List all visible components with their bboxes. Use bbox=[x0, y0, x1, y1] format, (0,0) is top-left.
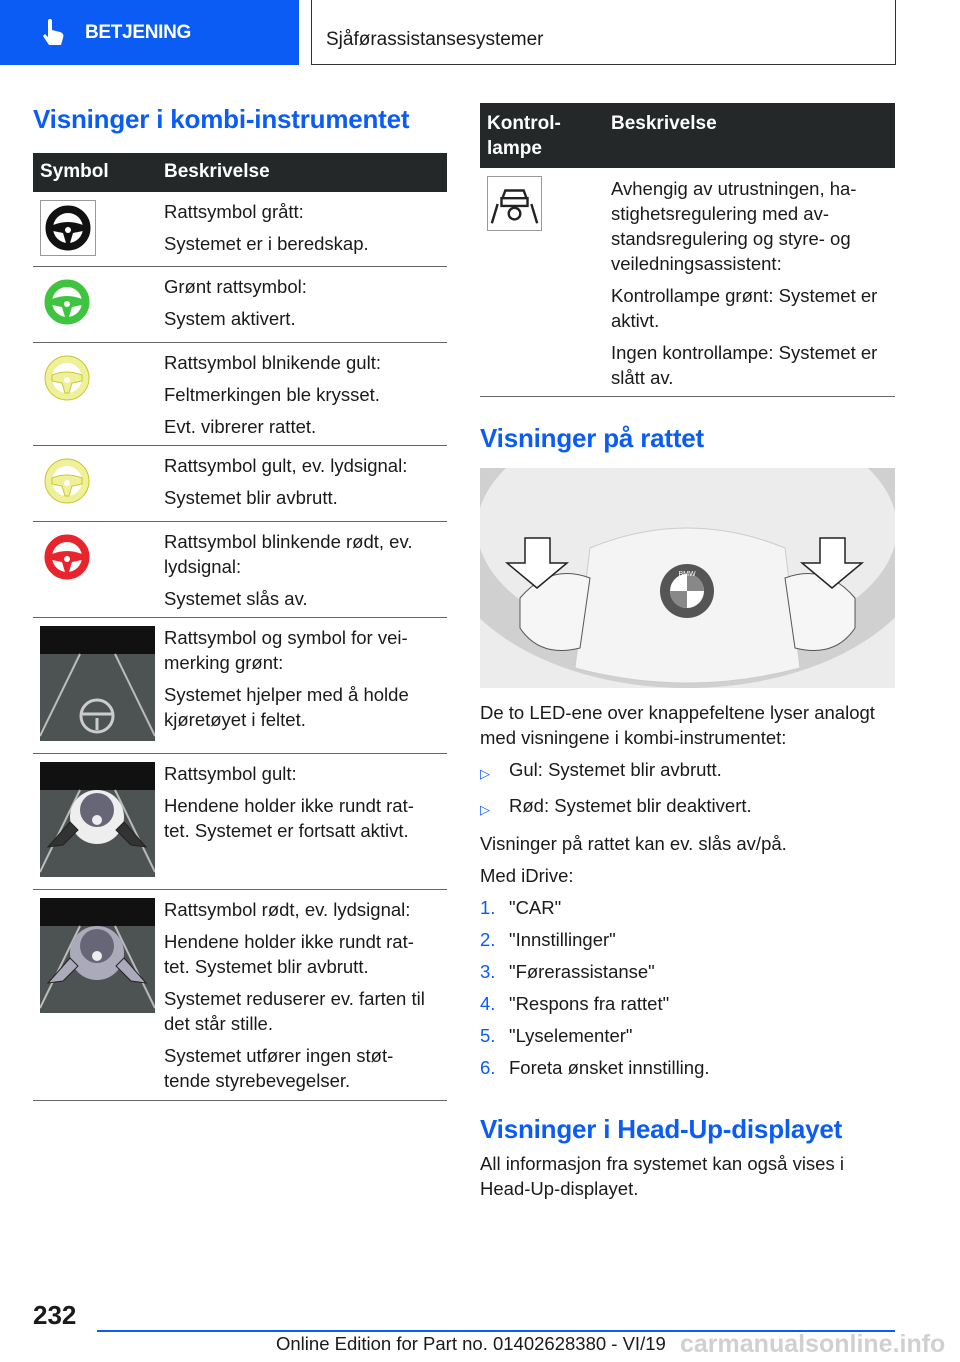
table-row bbox=[33, 618, 447, 754]
description-line: Kontrollampe grønt: Systemet er aktivt. bbox=[611, 285, 878, 331]
row-description bbox=[164, 529, 439, 618]
para-hud: All informasjon fra systemet kan også vises i Head-Up-displayet. bbox=[480, 1153, 844, 1199]
description-line: Rattsymbol rødt, ev. lydsignal: bbox=[164, 899, 411, 920]
description-line: Systemet er i beredskap. bbox=[164, 233, 369, 254]
section-title: BETJENING bbox=[85, 21, 192, 43]
step-number: 4. bbox=[480, 993, 496, 1014]
lane-steering-green-image bbox=[40, 626, 155, 746]
logo-text: BMW bbox=[678, 571, 696, 578]
table-row bbox=[33, 446, 447, 522]
step-number: 3. bbox=[480, 961, 496, 982]
triangle-bullet-icon: ▷ bbox=[480, 802, 490, 817]
step-number: 5. bbox=[480, 1025, 496, 1046]
description-line: Avhengig av utrustningen, ha-stighetsregulering med av-standsregulering og styre- og veiledningsassistent: bbox=[611, 178, 857, 274]
steering-wheel-yellow-icon bbox=[40, 454, 94, 513]
chapter-box bbox=[311, 0, 896, 65]
col-symbol: Symbol bbox=[40, 161, 109, 182]
step-text: "CAR" bbox=[509, 897, 562, 918]
description-line: Evt. vibrerer rattet. bbox=[164, 416, 317, 437]
step-item bbox=[480, 991, 895, 1016]
step-text: Foreta ønsket innstilling. bbox=[509, 1057, 710, 1078]
watermark: carmanualsonline.info bbox=[680, 1330, 946, 1358]
step-item bbox=[480, 1055, 895, 1080]
description-line: Systemet blir avbrutt. bbox=[164, 487, 338, 508]
description-line: Rattsymbol gult, ev. lydsignal: bbox=[164, 455, 408, 476]
para-toggle: Visninger på rattet kan ev. slås av/på. bbox=[480, 833, 787, 854]
step-text: "Førerassistanse" bbox=[509, 961, 655, 982]
row-description bbox=[164, 350, 439, 446]
description-line: System aktivert. bbox=[164, 308, 296, 329]
bullet-item bbox=[480, 793, 895, 822]
right-body bbox=[480, 700, 895, 1087]
hand-pointer-icon bbox=[40, 19, 66, 47]
step-number: 2. bbox=[480, 929, 496, 950]
table-row bbox=[33, 192, 447, 267]
bullet-text: Gul: Systemet blir avbrutt. bbox=[509, 759, 722, 780]
col-lamp: Kontrol-lampe bbox=[487, 113, 561, 159]
lamp-table bbox=[480, 103, 895, 397]
step-text: "Lyselementer" bbox=[509, 1025, 633, 1046]
col-desc: Beskrivelse bbox=[164, 161, 270, 182]
para-idrive: Med iDrive: bbox=[480, 865, 574, 886]
description-line: Rattsymbol blnikende gult: bbox=[164, 352, 381, 373]
description-line: Grønt rattsymbol: bbox=[164, 276, 307, 297]
step-number: 6. bbox=[480, 1057, 496, 1078]
bullet-text: Rød: Systemet blir deaktivert. bbox=[509, 795, 752, 816]
steering-wheel-yellow-blinking-icon bbox=[40, 351, 94, 410]
description-line: Systemet reduserer ev. farten til det står stille. bbox=[164, 988, 425, 1034]
page-number: 232 bbox=[33, 1300, 77, 1330]
description-line: Feltmerkingen ble krysset. bbox=[164, 384, 380, 405]
row-description bbox=[164, 625, 439, 739]
symbol-table bbox=[33, 153, 447, 1101]
description-line: Rattsymbol blinkende rødt, ev. lydsignal: bbox=[164, 531, 413, 577]
description-line: Hendene holder ikke rundt rat-tet. Systemet blir avbrutt. bbox=[164, 931, 414, 977]
triangle-bullet-icon: ▷ bbox=[480, 766, 490, 781]
description-line: Systemet slås av. bbox=[164, 588, 308, 609]
row-description bbox=[164, 199, 439, 263]
row-description bbox=[164, 761, 439, 850]
step-text: "Innstillinger" bbox=[509, 929, 616, 950]
edition-text: Online Edition for Part no. 01402628380 - VI/19 bbox=[276, 1333, 666, 1354]
row-description bbox=[164, 897, 439, 1100]
heading-hud: Visninger i Head-Up-displayet bbox=[480, 1114, 843, 1144]
steering-wheel-green-icon bbox=[40, 275, 94, 334]
steering-wheel-leds-illustration bbox=[480, 468, 895, 688]
driving-assistant-icon bbox=[487, 176, 542, 231]
description-line: Rattsymbol grått: bbox=[164, 201, 304, 222]
col-desc: Beskrivelse bbox=[611, 113, 717, 134]
description-line: Rattsymbol gult: bbox=[164, 763, 297, 784]
description-line: Rattsymbol og symbol for vei-merking grønt: bbox=[164, 627, 408, 673]
para-leds: De to LED-ene over knappefeltene lyser analogt med visningene i kombi-instrumentet: bbox=[480, 702, 875, 748]
row-description bbox=[164, 453, 439, 517]
step-item bbox=[480, 1023, 895, 1048]
hands-off-red-image bbox=[40, 898, 155, 1018]
step-text: "Respons fra rattet" bbox=[509, 993, 670, 1014]
table-row bbox=[33, 890, 447, 1101]
hands-off-yellow-image bbox=[40, 762, 155, 882]
heading-rattet: Visninger på rattet bbox=[480, 423, 705, 453]
step-item bbox=[480, 895, 895, 920]
table-row bbox=[480, 168, 895, 397]
row-description bbox=[164, 274, 439, 338]
description-line: Ingen kontrollampe: Systemet er slått av. bbox=[611, 342, 878, 388]
table-header bbox=[33, 153, 447, 192]
steering-wheel-grey-icon bbox=[40, 200, 96, 256]
heading-kombi: Visninger i kombi-instrumentet bbox=[33, 104, 410, 134]
description-line: Systemet hjelper med å holde kjøretøyet i feltet. bbox=[164, 684, 409, 730]
chapter-title: Sjåførassistansesystemer bbox=[326, 29, 544, 50]
row-description bbox=[611, 176, 895, 397]
section-tab bbox=[0, 0, 299, 65]
table-row bbox=[33, 522, 447, 618]
bullet-item bbox=[480, 757, 895, 786]
table-row bbox=[33, 267, 447, 343]
description-line: Hendene holder ikke rundt rat-tet. Systemet er fortsatt aktivt. bbox=[164, 795, 414, 841]
table-header bbox=[480, 103, 895, 168]
table-row bbox=[33, 754, 447, 890]
description-line: Systemet utfører ingen støt-tende styrebevegelser. bbox=[164, 1045, 394, 1091]
table-row bbox=[33, 343, 447, 446]
step-item bbox=[480, 959, 895, 984]
steering-wheel-red-icon bbox=[40, 530, 94, 589]
step-number: 1. bbox=[480, 897, 496, 918]
step-item bbox=[480, 927, 895, 952]
